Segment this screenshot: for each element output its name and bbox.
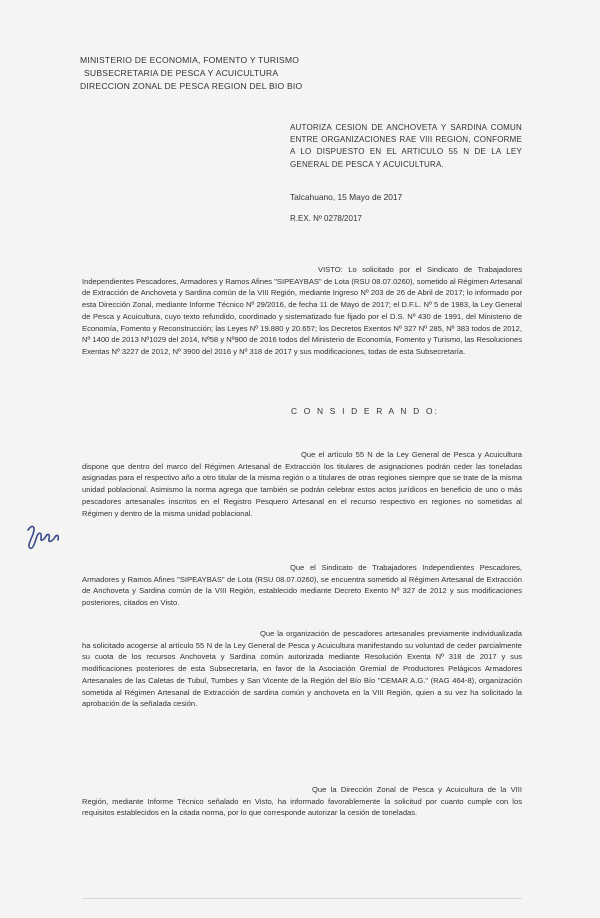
paragraph-body: Región, mediante Informe Técnico señalado en Visto, ha informado favorablemente la solicitud por cuanto cumple con los requisitos establecidos en la citada norma, por lo que corresponde autorizar la cesión de toneladas. (82, 796, 522, 818)
paragraph-lead: Que la Dirección Zonal de Pesca y Acuicultura de la VIII (312, 785, 522, 794)
subsecretariat-name: SUBSECRETARIA DE PESCA Y ACUICULTURA (84, 68, 279, 78)
paragraph-body: previamente individualizada ha solicitado acogerse al artículo 55 N de la Ley General de Pesca y Acuicultura manifestando su voluntad de ceder parcialmente su cuota de los recursos Anchoveta y Sardina común autorizada mediante Resolución Exenta Nº 318 de 2017 y sus modificaciones posteriores de esta Subsecretaría, en favor de la Asociación Gremial de Productores Pelágicos Armadores Artesanales de las Caletas de Tubul, Tumbes y San Vicente de la Región del Bío Bío "CEMAR A.G." (RAG 464-8), organización sometida al Régimen Artesanal de Extracción de sardina común y anchoveta en la VIII Región, quien a su vez ha solicitado la aprobación de la señalada cesión. (82, 629, 522, 709)
place-date: Talcahuano, 15 Mayo de 2017 (290, 192, 403, 202)
considerando-paragraph-1 (82, 449, 522, 519)
page-edge-divider (82, 898, 522, 899)
handwritten-initials-icon (22, 520, 64, 554)
ministry-header (80, 54, 302, 93)
paragraph-body: Pescadores, Armadores y Ramos Afines "SIPEAYBAS" de Lota (RSU 08.07.0260), se encuentra sometido al Régimen Artesanal de Extracción de Anchoveta y Sardina común de la VIII Región, establecido mediante Decreto Exento Nº 327 de 2012 y sus modificaciones posteriores, citados en Visto. (82, 563, 522, 608)
resolution-subject: AUTORIZA CESION DE ANCHOVETA Y SARDINA COMUN ENTRE ORGANIZACIONES RAE VIII REGION, CONFORME A LO DISPUESTO EN EL ARTICULO 55 N DE LA LEY GENERAL DE PESCA Y ACUICULTURA. (290, 123, 522, 169)
ministry-name: MINISTERIO DE ECONOMIA, FOMENTO Y TURISMO (80, 55, 300, 65)
considerando-paragraph-3 (82, 628, 522, 710)
paragraph-lead: Que el Sindicato de Trabajadores Independientes (290, 563, 475, 572)
visto-lead: VISTO: Lo solicitado por el Sindicato de Trabajadores (318, 265, 522, 274)
visto-body: Independientes Pescadores, Armadores y Ramos Afines "SIPEAYBAS" de Lota (RSU 08.07.0260), sometido al Régimen Artesanal de Extracción de Anchoveta y Sardina común de la VIII Región, mediante Ingreso Nº 203 de 26 de Abril de 2017; lo informado por esta Dirección Zonal, mediante Informe Técnico Nº 29/2016, de fecha 11 de Mayo de 2017; el D.F.L. Nº 5 de 1983, la Ley General de Pesca y Acuicultura, cuyo texto refundido, coordinado y sistematizado fue fijado por el D.S. Nº 430 de 1991, del Ministerio de Economía, Fomento y Reconstrucción; las Leyes Nº 19.880 y 20.657; los Decretos Exentos Nº 327 Nº 285, Nº 383 todos de 2012, Nº 1400 de 2013 Nº1029 del 2014, Nº58 y Nº900 de 2016 todos del Ministerio de Economía, Fomento y Turismo, las Resoluciones Exentas Nº 3227 de 2012, Nº 3900 del 2016 y Nº 318 de 2017 y sus modificaciones, todas de esta Subsecretaría. (82, 276, 522, 356)
considerando-paragraph-4 (82, 784, 522, 819)
considerando-heading: C O N S I D E R A N D O: (291, 406, 440, 416)
resolution-number: R.EX. Nº 0278/2017 (290, 214, 362, 223)
visto-paragraph (82, 264, 522, 358)
paragraph-body: Acuicultura dispone que dentro del marco del Régimen Artesanal de Extracción los titulares de asignaciones podrán ceder las toneladas asignadas para el respectivo año a otro titular de la misma región o a titulares de otras regiones siempre que se trate de la misma unidad poblacional. Asimismo la norma agrega que también se podrán celebrar estos actos jurídicos en beneficio de uno o más pescadores artesanales inscritos en el Registro Pesquero Artesanal en el recurso respectivo en regiones no sometidas al Régimen y dentro de la misma unidad poblacional. (82, 450, 522, 518)
paragraph-lead: Que el artículo 55 N de la Ley General de Pesca y (301, 450, 482, 459)
paragraph-lead: Que la organización de pescadores artesanales (260, 629, 425, 638)
considerando-paragraph-2 (82, 562, 522, 609)
zonal-direction-name: DIRECCION ZONAL DE PESCA REGION DEL BIO BIO (80, 81, 303, 91)
